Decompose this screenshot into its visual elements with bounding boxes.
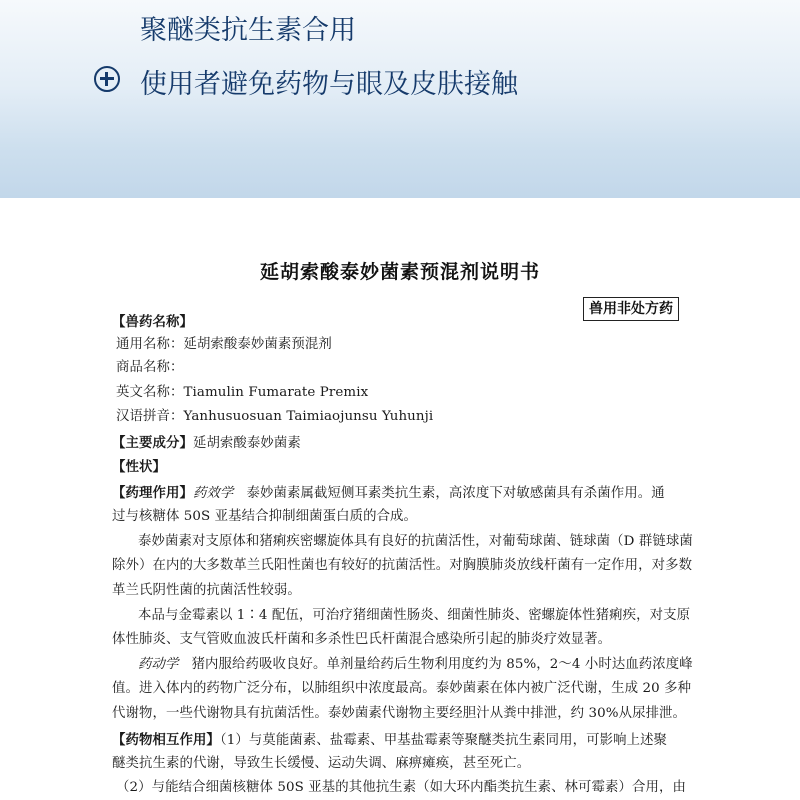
- character-heading: 【性状】: [112, 459, 166, 475]
- pharmacokinetics-label: 药动学: [138, 657, 179, 672]
- p4-line-1: [138, 654, 693, 676]
- trade-name: 商品名称：: [116, 360, 184, 375]
- ingredient-text: 延胡索酸泰妙菌素: [192, 436, 301, 451]
- interaction-line-3: （2）与能结合细菌核糖体 50S 亚基的其他抗生素（如大环内酯类抗生素、林可霉素）合用，由: [116, 780, 686, 795]
- pharm-line-2: 过与核糖体 50S 亚基结合抑制细菌蛋白质的合成。: [112, 509, 418, 524]
- interaction-heading: 【药物相互作用】: [112, 732, 220, 748]
- vet-name-heading: 【兽药名称】: [112, 314, 193, 330]
- p4-text-1: 猪内服给药吸收良好。单剂量给药后生物利用度约为 85%，2～4 小时达血药浓度峰: [191, 657, 693, 672]
- banner-line-1: 聚醚类抗生素合用: [140, 15, 356, 46]
- header-banner: [0, 0, 800, 198]
- p3-line-1: 本品与金霉素以 1∶4 配伍，可治疗猪细菌性肠炎、细菌性肺炎、密螺旋体性猪痢疾，对支原: [138, 608, 691, 623]
- p4-line-3: 代谢物，一些代谢物具有抗菌活性。泰妙菌素代谢物主要经胆汁从粪中排泄，约 30%从尿排泄。: [112, 706, 687, 721]
- p2-line-1: 泰妙菌素对支原体和猪痢疾密螺旋体具有良好的抗菌活性，对葡萄球菌、链球菌（D 群链球菌: [138, 534, 693, 549]
- ingredient-heading: 【主要成分】: [112, 435, 193, 451]
- pharm-heading: 【药理作用】: [112, 485, 193, 501]
- interaction-line-1: [112, 729, 667, 752]
- pharm-text-1: 泰妙菌素属截短侧耳素类抗生素，高浓度下对敏感菌具有杀菌作用。通: [246, 486, 665, 501]
- interaction-text-1: （1）与莫能菌素、盐霉素、甲基盐霉素等聚醚类抗生素同用，可影响上述聚: [219, 733, 668, 748]
- banner-line-2: 使用者避免药物与眼及皮肤接触: [140, 69, 518, 100]
- english-name: 英文名称：Tiamulin Fumarate Premix: [116, 385, 369, 400]
- document-title: 延胡索酸泰妙菌素预混剂说明书: [259, 261, 540, 283]
- ingredient-line: [112, 432, 301, 455]
- p3-line-2: 体性肺炎、支气管败血波氏杆菌和多杀性巴氏杆菌混合感染所引起的肺炎疗效显著。: [112, 632, 612, 647]
- pinyin-name: 汉语拼音：Yanhusuosuan Taimiaojunsu Yuhunji: [116, 409, 434, 424]
- p2-line-3: 革兰氏阴性菌的抗菌活性较弱。: [112, 583, 301, 598]
- p2-line-2: 除外）在内的大多数革兰氏阳性菌也有较好的抗菌活性。对胸膜肺炎放线杆菌有一定作用，对多数: [112, 558, 693, 573]
- plus-circle-icon: [94, 66, 120, 92]
- p4-line-2: 值。进入体内的药物广泛分布，以肺组织中浓度最高。泰妙菌素在体内被广泛代谢，生成 20 多种: [112, 681, 692, 696]
- generic-name: 通用名称：延胡索酸泰妙菌素预混剂: [116, 337, 332, 352]
- pharm-line-1: [112, 482, 665, 505]
- pharmacodynamics-label: 药效学: [192, 486, 234, 501]
- interaction-line-2: 醚类抗生素的代谢，导致生长缓慢、运动失调、麻痹瘫痪，甚至死亡。: [112, 756, 531, 771]
- otc-badge: 兽用非处方药: [583, 297, 679, 321]
